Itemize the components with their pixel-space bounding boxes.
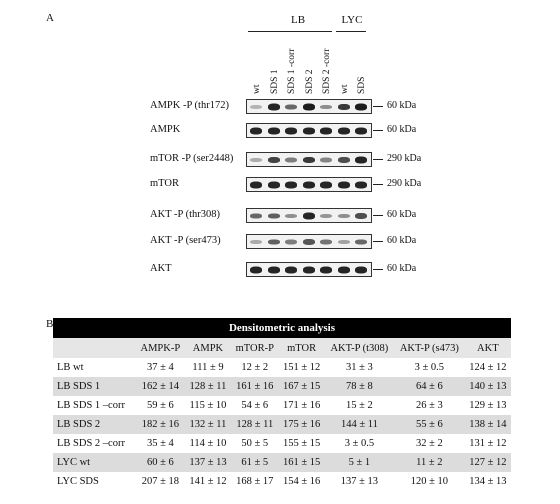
blot-band — [250, 158, 262, 162]
molecular-weight-label: 60 kDa — [387, 124, 417, 135]
table-cell: 128 ± 11 — [185, 377, 231, 396]
table-cell: 11 ± 2 — [394, 453, 465, 472]
table-cell: 161 ± 15 — [279, 453, 325, 472]
table-title: Densitometric analysis — [53, 318, 511, 338]
blot-band — [285, 214, 297, 218]
blot-band — [320, 214, 332, 218]
blot-band — [285, 239, 297, 244]
table-cell: 26 ± 3 — [415, 400, 443, 411]
blot-band — [355, 239, 367, 244]
group-label-lb: LB — [290, 14, 306, 26]
table-cell: 114 ± 10 — [189, 438, 227, 449]
row-name: LB SDS 2 –corr — [57, 438, 125, 449]
column-header-ampk: AMPK — [185, 338, 231, 358]
lane-label: SDS 1 — [270, 69, 280, 94]
blot-band — [268, 213, 280, 218]
blot-band — [268, 127, 280, 134]
table-cell: 124 ± 12 — [469, 362, 507, 373]
table-cell: 138 ± 14 — [465, 415, 511, 434]
table-header-row — [53, 338, 511, 358]
blot-band — [250, 181, 262, 188]
marker-tick — [373, 184, 383, 185]
panel-a-letter: A — [46, 12, 54, 24]
blot-band — [268, 103, 280, 110]
column-header-akt: AKT — [465, 338, 511, 358]
blot-band — [320, 105, 332, 109]
table-row — [53, 377, 511, 396]
row-name: LB SDS 1 –corr — [57, 400, 125, 411]
blot-strip — [246, 123, 372, 138]
column-header-akt-p-t308: AKT-P (t308) — [325, 338, 394, 358]
blot-row-label: AMPK -P (thr172) — [150, 100, 229, 111]
blot-band — [320, 181, 332, 188]
blot-band — [303, 212, 315, 219]
table-cell: 31 ± 3 — [346, 362, 373, 373]
lane-label: SDS 2 -corr — [322, 48, 332, 94]
table-cell: 59 ± 6 — [146, 400, 174, 411]
blot-band — [303, 266, 315, 273]
table-cell: 137 ± 13 — [185, 453, 231, 472]
table-cell: 161 ± 16 — [231, 377, 278, 396]
table-cell: 3 ± 0.5 — [344, 438, 375, 449]
column-header-ampk-p: AMPK-P — [136, 338, 185, 358]
blot-band — [303, 127, 315, 134]
table-row — [53, 415, 511, 434]
blot-band — [285, 104, 297, 109]
blot-band — [268, 157, 280, 163]
table-row — [53, 434, 511, 453]
blot-band — [303, 103, 315, 110]
table-row — [53, 396, 511, 415]
table-cell: 127 ± 12 — [465, 453, 511, 472]
table-cell: 171 ± 16 — [282, 400, 321, 411]
blot-strip — [246, 262, 372, 277]
table-cell: 207 ± 18 — [141, 476, 179, 487]
table-cell: 155 ± 15 — [282, 438, 321, 449]
blot-band — [268, 239, 280, 244]
table-cell: 50 ± 5 — [241, 438, 269, 449]
blot-band — [303, 239, 315, 245]
table-cell: 131 ± 12 — [469, 438, 507, 449]
marker-tick — [373, 106, 383, 107]
row-name: LYC SDS — [57, 476, 99, 487]
panel-b-letter: B — [46, 318, 54, 330]
table-cell: 128 ± 11 — [231, 415, 278, 434]
table-cell: 35 ± 4 — [146, 438, 174, 449]
column-header-mtor: mTOR — [279, 338, 325, 358]
table-cell: 115 ± 10 — [189, 400, 227, 411]
table-cell: 3 ± 0.5 — [414, 362, 445, 373]
table-cell: 168 ± 17 — [236, 476, 274, 487]
blot-band — [250, 266, 262, 273]
blot-row-label: mTOR -P (ser2448) — [150, 153, 234, 164]
lane-label: SDS 1 -corr — [287, 48, 297, 94]
molecular-weight-label: 290 kDa — [387, 178, 422, 189]
blot-row-label: AMPK — [150, 124, 181, 135]
table-cell: 54 ± 6 — [241, 400, 269, 411]
blot-band — [320, 239, 332, 244]
table-cell: 61 ± 5 — [231, 453, 278, 472]
blot-band — [320, 266, 332, 273]
blot-band — [285, 181, 297, 188]
lane-label: SDS — [357, 76, 367, 94]
marker-tick — [373, 241, 383, 242]
blot-row-label: AKT — [150, 263, 172, 274]
table-row — [53, 358, 511, 377]
table-cell: 137 ± 13 — [340, 476, 379, 487]
blot-band — [338, 104, 350, 110]
table-cell: 162 ± 14 — [136, 377, 185, 396]
table-cell: 64 ± 6 — [394, 377, 465, 396]
blot-band — [268, 181, 280, 188]
table-cell: 175 ± 16 — [279, 415, 325, 434]
blot-band — [320, 157, 332, 162]
table-cell: 37 ± 4 — [146, 362, 174, 373]
table-row — [53, 472, 511, 491]
molecular-weight-label: 60 kDa — [387, 209, 417, 220]
blot-band — [250, 240, 262, 244]
row-name: LYC wt — [53, 453, 136, 472]
blot-band — [338, 157, 350, 163]
table-cell: 167 ± 15 — [279, 377, 325, 396]
blot-band — [250, 213, 262, 218]
blot-band — [268, 266, 280, 273]
marker-tick — [373, 215, 383, 216]
blot-band — [338, 240, 350, 244]
table-cell: 120 ± 10 — [410, 476, 448, 487]
marker-tick — [373, 269, 383, 270]
table-cell: 129 ± 13 — [469, 400, 507, 411]
row-name: LB wt — [57, 362, 84, 373]
table-cell: 140 ± 13 — [465, 377, 511, 396]
blot-band — [250, 127, 262, 134]
table-cell: 154 ± 16 — [282, 476, 321, 487]
table-cell: 60 ± 6 — [136, 453, 185, 472]
blot-band — [338, 181, 350, 188]
table-cell: 5 ± 1 — [325, 453, 394, 472]
blot-band — [355, 103, 367, 110]
column-header — [53, 338, 136, 358]
molecular-weight-label: 60 kDa — [387, 235, 417, 246]
blot-row-label: AKT -P (thr308) — [150, 209, 220, 220]
molecular-weight-label: 290 kDa — [387, 153, 422, 164]
blot-band — [320, 127, 332, 134]
blot-band — [285, 266, 297, 273]
table-cell: 55 ± 6 — [394, 415, 465, 434]
blot-band — [285, 157, 297, 162]
lane-label: wt — [252, 84, 262, 94]
molecular-weight-label: 60 kDa — [387, 263, 417, 274]
blot-row-label: mTOR — [150, 178, 179, 189]
blot-band — [303, 181, 315, 188]
table-cell: 111 ± 9 — [192, 362, 224, 373]
blot-band — [303, 157, 315, 163]
blot-band — [355, 213, 367, 219]
densitometry-table — [53, 318, 511, 491]
blot-band — [355, 127, 367, 134]
table-cell: 12 ± 2 — [241, 362, 269, 373]
blot-strip — [246, 99, 372, 114]
blot-band — [338, 266, 350, 273]
table-cell: 78 ± 8 — [325, 377, 394, 396]
blot-strip — [246, 234, 372, 249]
blot-band — [285, 127, 297, 134]
blot-band — [338, 127, 350, 134]
blot-row-label: AKT -P (ser473) — [150, 235, 221, 246]
blot-band — [355, 266, 367, 273]
table-row — [53, 453, 511, 472]
marker-tick — [373, 159, 383, 160]
blot-strip — [246, 208, 372, 223]
group-line-lyc — [336, 31, 366, 32]
table-cell: 15 ± 2 — [346, 400, 373, 411]
table-cell: 182 ± 16 — [136, 415, 185, 434]
blot-band — [355, 181, 367, 188]
blot-band — [338, 214, 350, 218]
molecular-weight-label: 60 kDa — [387, 100, 417, 111]
blot-strip — [246, 152, 372, 167]
lane-label: wt — [340, 84, 350, 94]
row-name: LB SDS 2 — [53, 415, 136, 434]
blot-band — [250, 105, 262, 109]
row-name: LB SDS 1 — [53, 377, 136, 396]
column-header-mtor-p: mTOR-P — [231, 338, 278, 358]
blot-strip — [246, 177, 372, 192]
group-label-lyc: LYC — [341, 14, 363, 26]
table-cell: 32 ± 2 — [415, 438, 443, 449]
table-cell: 144 ± 11 — [325, 415, 394, 434]
table-cell: 151 ± 12 — [282, 362, 321, 373]
blot-band — [355, 156, 367, 163]
group-line-lb — [248, 31, 332, 32]
table-cell: 134 ± 13 — [469, 476, 507, 487]
table-cell: 132 ± 11 — [185, 415, 231, 434]
table-cell: 141 ± 12 — [189, 476, 227, 487]
column-header-akt-p-s473: AKT-P (s473) — [394, 338, 465, 358]
marker-tick — [373, 130, 383, 131]
lane-label: SDS 2 — [305, 69, 315, 94]
